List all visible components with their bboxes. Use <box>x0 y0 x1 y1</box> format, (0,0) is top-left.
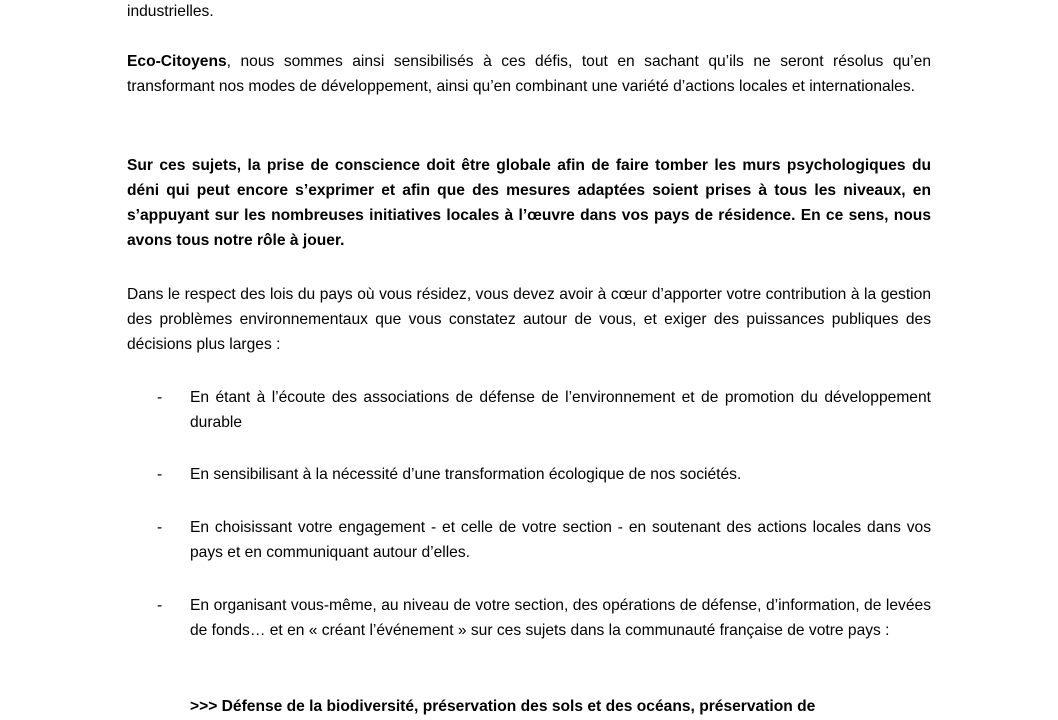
bullet-dash: - <box>157 466 163 483</box>
eco-citoyens-term: Eco-Citoyens <box>127 53 227 70</box>
bullet-text: En étant à l’écoute des associations de défense de l’environnement et de promotion du développement durable <box>190 389 931 431</box>
bullet-dash: - <box>157 519 163 536</box>
bullet-text: En choisissant votre engagement - et celle de votre section - en soutenant des actions locales dans vos pays et en communiquant autour d’elles. <box>190 519 931 561</box>
paragraph-prise-de-conscience: Sur ces sujets, la prise de conscience doit être globale afin de faire tomber les murs psychologiques du déni qui peut encore s’exprimer et afin que des mesures adaptées soient prises à tous les niveaux, en s’appuyant sur les nombreuses initiatives locales à l’œuvre dans vos pays de résidence. En ce sens, nous avons tous notre rôle à jouer. <box>127 157 931 249</box>
paragraph-eco-citoyens-text: , nous sommes ainsi sensibilisés à ces défis, tout en sachant qu’ils ne seront résolus qu’en transformant nos modes de développement, ainsi qu’en combinant une variété d’actions locales et internationales. <box>127 53 931 95</box>
bullet-text: En organisant vous-même, au niveau de votre section, des opérations de défense, d’information, de levées de fonds… et en « créant l’événement » sur ces sujets dans la communauté française de votre pays : <box>190 597 931 639</box>
sub-item-biodiversite: >>> Défense de la biodiversité, préservation des sols et des océans, préservation de <box>190 698 816 715</box>
text-line-industrielles: industrielles. <box>127 3 214 20</box>
bullet-dash: - <box>157 597 163 614</box>
bullet-text: En sensibilisant à la nécessité d’une transformation écologique de nos sociétés. <box>190 466 742 483</box>
bullet-dash: - <box>157 389 163 406</box>
paragraph-eco-citoyens <box>127 49 931 99</box>
paragraph-respect-des-lois: Dans le respect des lois du pays où vous résidez, vous devez avoir à cœur d’apporter votre contribution à la gestion des problèmes environnementaux que vous constatez autour de vous, et exiger des puissances publiques des décisions plus larges : <box>127 286 931 353</box>
